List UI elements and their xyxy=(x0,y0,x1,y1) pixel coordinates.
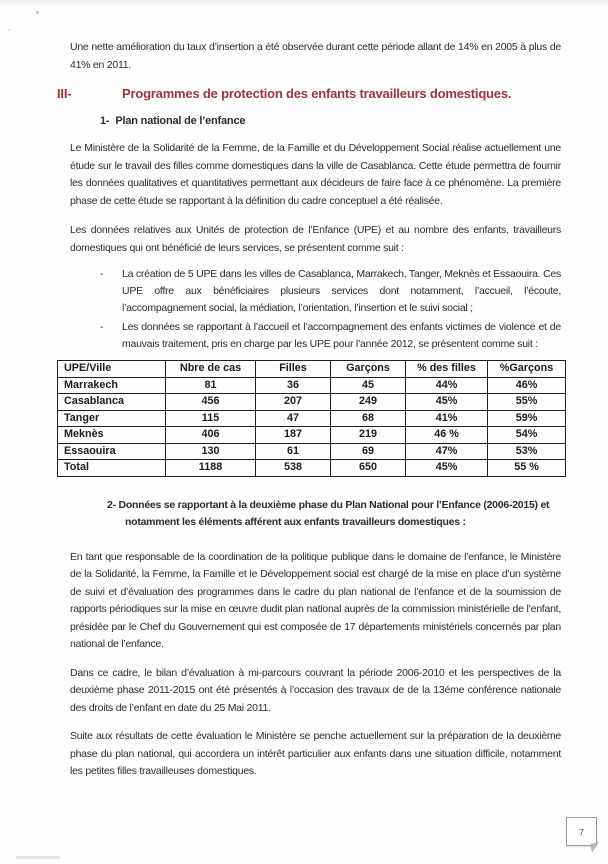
section-numeral: III- xyxy=(57,86,72,101)
table-cell: 46% xyxy=(488,377,566,394)
table-cell: 456 xyxy=(166,394,256,411)
paragraph-insertion-rate: Une nette amélioration du taux d’insertion a été observée durant cette période allant de 14% en 2005 à plus de 41% en 2011. xyxy=(70,41,561,71)
subsection-1-heading xyxy=(100,115,561,127)
table-row xyxy=(58,427,566,444)
table-cell: 130 xyxy=(166,443,256,460)
table-cell: 53% xyxy=(488,443,566,460)
bullet-text: La création de 5 UPE dans les villes de Casablanca, Marrakech, Tanger, Meknès et Essaouira. Ces UPE offre aux bénéficiaires plusieurs services dont notamment, l’accueil, l’écoute, l’accompagnement social, la médiation, l’orientation, l’insertion et le suivi social ; xyxy=(122,268,561,314)
table-cell: 68 xyxy=(331,410,406,427)
subsection-1-number: 1- xyxy=(100,115,110,127)
upe-table xyxy=(57,360,566,477)
table-header-cell: %Garçons xyxy=(488,361,566,378)
bullet-item xyxy=(100,266,561,317)
table-cell: 36 xyxy=(256,377,331,394)
table-row xyxy=(58,460,566,477)
table-cell: 47% xyxy=(406,443,488,460)
scan-speck xyxy=(8,29,10,31)
table-cell: 219 xyxy=(331,427,406,444)
table-cell: Marrakech xyxy=(58,377,166,394)
table-row xyxy=(58,443,566,460)
bullet-dash-icon: - xyxy=(100,321,104,333)
table-cell: Tanger xyxy=(58,410,166,427)
subsection-2-heading: 2- Données se rapportant à la deuxième phase du Plan National pour l’Enfance (2006-2015) et notamment les éléments afférent aux enfants travailleurs domestiques : xyxy=(107,498,550,528)
table-cell: 44% xyxy=(406,377,488,394)
table-cell: 650 xyxy=(331,460,406,477)
table-cell: 207 xyxy=(256,394,331,411)
table-cell: Total xyxy=(58,460,166,477)
bullet-list xyxy=(100,266,561,353)
bullet-item xyxy=(100,319,561,353)
table-row xyxy=(58,377,566,394)
table-cell: 69 xyxy=(331,443,406,460)
table-cell: 59% xyxy=(488,410,566,427)
table-row xyxy=(58,410,566,427)
table-cell: Casablanca xyxy=(58,394,166,411)
table-header-cell: Garçons xyxy=(331,361,406,378)
table-cell: 45% xyxy=(406,394,488,411)
upe-table-head xyxy=(58,361,566,378)
table-cell: 46 % xyxy=(406,427,488,444)
table-cell: 115 xyxy=(166,410,256,427)
table-cell: 61 xyxy=(256,443,331,460)
table-header-cell: Filles xyxy=(256,361,331,378)
scan-smudge xyxy=(16,856,60,859)
table-row xyxy=(58,394,566,411)
table-header-cell: Nbre de cas xyxy=(166,361,256,378)
table-cell: 55 % xyxy=(488,460,566,477)
table-cell: 249 xyxy=(331,394,406,411)
section-heading xyxy=(57,86,561,101)
table-header-cell: UPE/Ville xyxy=(58,361,166,378)
page-corner-fold-icon xyxy=(590,842,601,853)
upe-table-body xyxy=(58,377,566,476)
paragraph-bilan: Dans ce cadre, le bilan d’évaluation à mi-parcours couvrant la période 2006-2010 et les perspectives de la deuxième phase 2011-2015 ont été présentés à l’occasion des travaux de de la 13éme conférence nationale des droits de l’enfant en date du 25 Mai 2011. xyxy=(70,666,561,714)
paragraph-coordination: En tant que responsable de la coordination de la politique publique dans le domaine de l’enfance, le Ministère de la Solidarité, la Femme, la Famille et le Développement social est chargé de la mise en place d’un système de suivi et d’évaluation des programmes dans le cadre du plan national de l’enfance et de la soumission de rapports périodiques sur la mise en œuvre dudit plan national auprès de la commission ministérielle de l’enfant, présidée par le Chef du Gouvernement qui est composée de 17 départements ministériels concernés par plan national de l’enfance. xyxy=(70,550,561,650)
table-header-cell: % des filles xyxy=(406,361,488,378)
table-cell: 54% xyxy=(488,427,566,444)
paragraph-suite: Suite aux résultats de cette évaluation le Ministère se penche actuellement sur la préparation de la deuxième phase du plan national, qui accordera un intérêt particulier aux enfants dans une situation difficile, notamment les petites filles travailleuses domestiques. xyxy=(70,730,561,777)
table-header-row xyxy=(58,361,566,378)
bullet-text: Les données se rapportant à l’accueil et l’accompagnement des enfants victimes de violence et de mauvais traitement, pris en charge par les UPE pour l’année 2012, se présentent comme suit : xyxy=(122,321,561,350)
table-cell: Meknès xyxy=(58,427,166,444)
table-cell: 187 xyxy=(256,427,331,444)
page-number-box xyxy=(566,817,597,846)
table-cell: 81 xyxy=(166,377,256,394)
bullet-dash-icon: - xyxy=(100,268,104,280)
table-cell: 55% xyxy=(488,394,566,411)
table-cell: 406 xyxy=(166,427,256,444)
scan-speck xyxy=(36,11,39,14)
paragraph-ministry-study: Le Ministère de la Solidarité de la Femme, de la Famille et du Développement Social réalise actuellement une étude sur le travail des filles comme domestiques dans la ville de Casablanca. Cette étude permettra de fournir les données qualitatives et quantitatives permettant aux décideurs de faire face à ce phénomène. La première phase de cette étude se rapportant à la définition du cadre conceptuel a été réalisée. xyxy=(70,142,561,207)
table-cell: 538 xyxy=(256,460,331,477)
table-cell: 47 xyxy=(256,410,331,427)
table-cell: 45 xyxy=(331,377,406,394)
page-number: 7 xyxy=(579,826,584,837)
table-cell: Essaouira xyxy=(58,443,166,460)
table-cell: 41% xyxy=(406,410,488,427)
table-cell: 1188 xyxy=(166,460,256,477)
paragraph-upe-data: Les données relatives aux Unités de protection de l’Enfance (UPE) et au nombre des enfants, travailleurs domestiques qui ont bénéficié de leurs services, se présentent comme suit : xyxy=(70,224,561,254)
table-cell: 45% xyxy=(406,460,488,477)
subsection-1-title: Plan national de l’enfance xyxy=(115,115,246,127)
section-title: Programmes de protection des enfants travailleurs domestiques. xyxy=(122,86,512,101)
